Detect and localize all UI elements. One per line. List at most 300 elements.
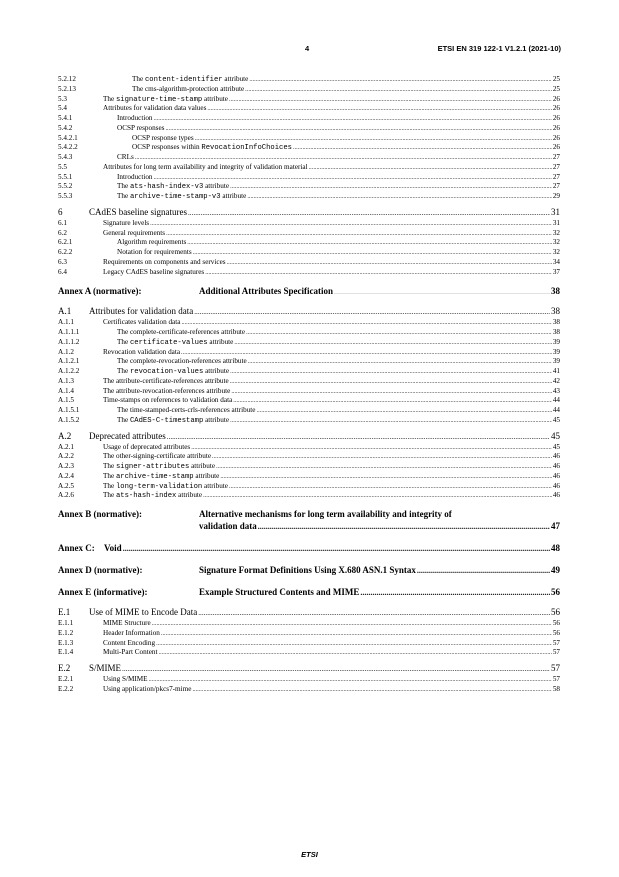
section-title: [117, 406, 256, 416]
dot-leader: [216, 462, 552, 472]
dot-leader: [198, 606, 550, 616]
page-ref: 27: [552, 182, 560, 191]
dot-leader: [187, 238, 552, 248]
title-suffix: attribute: [193, 471, 220, 480]
toc-entry: [58, 153, 560, 163]
page-ref: 58: [552, 684, 560, 693]
toc-entry: [58, 258, 560, 268]
toc-entry: [58, 462, 560, 472]
title-text: Time-stamps on references to validation data: [103, 396, 233, 405]
title-text: MIME Structure: [103, 619, 151, 627]
title-text: Header Information: [103, 628, 160, 637]
section-number: 6: [58, 206, 63, 217]
toc-entry: [58, 95, 560, 105]
page-ref: 47: [551, 521, 560, 531]
page-ref: 44: [552, 406, 560, 414]
dot-leader: [167, 430, 550, 440]
section-title: [117, 192, 246, 203]
section-number: E.1.4: [58, 648, 74, 657]
toc-entry: [58, 134, 560, 144]
toc-entry: [58, 639, 560, 649]
title-text: Legacy CAdES baseline signatures: [103, 267, 205, 276]
section-title: [117, 357, 247, 367]
toc-entry: [58, 238, 560, 248]
section-title: [103, 387, 230, 397]
section-number: A.1.5: [58, 396, 74, 405]
section-number: 5.4.2.1: [58, 133, 78, 142]
title-text: Multi-Part Content: [103, 648, 158, 657]
title-text: Revocation validation data: [103, 347, 181, 356]
page-ref: 48: [551, 543, 560, 553]
section-title: [103, 629, 160, 639]
code-term: archive-time-stamp: [115, 472, 194, 481]
toc-entry: [58, 114, 560, 124]
title-text: Signature levels: [103, 218, 150, 227]
dot-leader: [192, 685, 551, 695]
page-ref: 25: [552, 75, 560, 83]
section-title: [117, 124, 164, 134]
toc-entry: [58, 229, 560, 239]
section-title: [89, 606, 197, 619]
annex-title-line1: Alternative mechanisms for long term availability and integrity of: [199, 509, 452, 519]
title-text: The: [103, 471, 116, 480]
code-term: CAdES-C-timestamp: [129, 416, 204, 425]
dot-leader: [150, 219, 552, 229]
title-text: Using S/MIME: [103, 675, 148, 683]
toc-annex-entry: [58, 284, 560, 299]
page-ref: 46: [552, 462, 560, 470]
annex-label: Annex E (informative):: [58, 587, 148, 597]
dot-leader: [220, 472, 551, 482]
page-ref: 56: [551, 587, 560, 597]
dot-leader: [360, 585, 550, 595]
title-text: Notation for requirements: [117, 248, 192, 256]
page-ref: 26: [552, 114, 560, 122]
dot-leader: [166, 229, 552, 239]
dot-leader: [227, 258, 552, 268]
page-ref: 34: [552, 257, 560, 266]
title-text: Certificates validation data: [103, 318, 181, 327]
page-ref: 38: [552, 318, 560, 327]
section-number: A.2.2: [58, 452, 74, 461]
toc-entry: [58, 206, 560, 219]
page-ref: 42: [552, 376, 560, 385]
section-number: 5.5.1: [58, 172, 73, 181]
section-title: [103, 318, 180, 328]
page-ref: 56: [552, 628, 560, 637]
title-suffix: attribute: [202, 481, 228, 490]
dot-leader: [195, 134, 552, 144]
toc-entry: [58, 685, 560, 695]
annex-title: Additional Attributes Specification: [199, 286, 334, 297]
toc-annex-entry: [58, 508, 560, 534]
title-text: OCSP responses within: [132, 143, 202, 152]
title-text: The: [117, 182, 130, 191]
toc-entry: [58, 192, 560, 202]
toc-annex-entry: [58, 585, 560, 600]
title-suffix: attribute: [207, 337, 234, 346]
dot-leader: [165, 124, 551, 134]
toc-annex-entry: [58, 563, 560, 578]
section-number: 6.3: [58, 257, 67, 266]
dot-leader: [181, 318, 551, 328]
section-number: A.1.5.1: [58, 406, 80, 414]
section-number: A.1.2: [58, 347, 74, 356]
toc-entry: [58, 173, 560, 183]
dot-leader: [247, 192, 552, 202]
annex-label: Annex C:: [58, 543, 95, 553]
page-ref: 45: [552, 442, 560, 451]
toc-entry: [58, 606, 560, 619]
section-number: 5.5: [58, 162, 67, 171]
section-number: 5.4: [58, 104, 67, 113]
section-number: E.2: [58, 663, 71, 673]
dot-leader: [193, 248, 552, 258]
dot-leader: [154, 114, 552, 124]
section-title: [117, 328, 245, 338]
dot-leader: [122, 662, 550, 672]
annex-label: Annex D (normative):: [58, 565, 143, 575]
section-title: [89, 430, 166, 443]
page-ref: 45: [551, 430, 560, 441]
dot-leader: [249, 75, 551, 85]
title-suffix: attribute: [189, 462, 216, 470]
page-number: 4: [305, 44, 310, 53]
dot-leader: [417, 563, 550, 573]
annex-label: Annex B (normative):: [58, 509, 142, 519]
toc-entry: [58, 387, 560, 397]
title-text: The cms-algorithm-protection attribute: [132, 84, 245, 93]
toc-entry: [58, 491, 560, 501]
title-text: CAdES baseline signatures: [89, 206, 187, 217]
section-number: A.2.1: [58, 442, 74, 451]
section-number: 5.4.3: [58, 153, 73, 161]
section-number: A.1.1.2: [58, 337, 80, 346]
dot-leader: [123, 541, 550, 551]
annex-title-line2: [199, 520, 560, 532]
title-suffix: attribute: [203, 415, 230, 424]
title-text: The: [103, 481, 116, 490]
dot-leader: [230, 182, 552, 192]
code-term: revocation-values: [129, 368, 204, 376]
section-title: [117, 173, 153, 183]
section-number: 6.1: [58, 218, 67, 227]
section-number: A.2.6: [58, 491, 74, 500]
section-title: [132, 134, 194, 144]
section-number: A.2.5: [58, 481, 74, 490]
section-number: E.1.3: [58, 638, 74, 647]
section-title: [103, 348, 180, 358]
section-number: A.1.4: [58, 386, 74, 395]
dot-leader: [293, 143, 552, 153]
page-ref: 26: [552, 94, 560, 103]
section-title: [89, 206, 187, 219]
document-identifier: ETSI EN 319 122-1 V1.2.1 (2021-10): [437, 44, 561, 53]
code-term: signer-attributes: [115, 463, 190, 471]
page-ref: 46: [552, 481, 560, 490]
footer-etsi: ETSI: [301, 850, 318, 859]
section-title: [103, 639, 155, 649]
page-ref: 56: [551, 607, 560, 617]
title-text: Usage of deprecated attributes: [103, 442, 191, 451]
page-ref: 38: [551, 286, 560, 297]
page-ref: 43: [552, 386, 560, 395]
dot-leader: [258, 520, 550, 532]
toc-entry: [58, 416, 560, 426]
title-text: OCSP response types: [132, 133, 194, 142]
title-text: Attributes for validation data values: [103, 104, 207, 113]
toc-entry: [58, 75, 560, 85]
dot-leader: [191, 443, 552, 453]
section-title: [103, 452, 211, 462]
title-text: Deprecated attributes: [89, 430, 166, 441]
section-title: [103, 443, 190, 453]
annex-title: Example Structured Contents and MIME: [199, 587, 360, 597]
toc-entry: [58, 328, 560, 338]
toc-entry: [58, 648, 560, 658]
page-ref: 46: [552, 491, 560, 500]
code-term: ats-hash-index: [115, 492, 177, 501]
page-ref: 57: [552, 648, 560, 657]
code-term: ats-hash-index-v3: [129, 183, 204, 192]
page-ref: 57: [552, 675, 560, 683]
page-ref: 41: [552, 367, 560, 375]
toc-entry: [58, 472, 560, 482]
dot-leader: [230, 416, 552, 426]
dot-leader: [205, 268, 552, 278]
toc-entry: [58, 377, 560, 387]
page-ref: 45: [552, 415, 560, 424]
toc-entry: [58, 268, 560, 278]
section-number: 5.5.2: [58, 182, 73, 191]
title-text: The complete-revocation-references attribute: [117, 357, 247, 366]
page-ref: 46: [552, 452, 560, 461]
title-suffix: attribute: [222, 75, 249, 83]
section-number: E.1.1: [58, 619, 74, 627]
page-ref: 39: [552, 357, 560, 366]
toc-entry: [58, 318, 560, 328]
section-title: [103, 258, 226, 268]
dot-leader: [156, 639, 552, 649]
section-number: 5.4.1: [58, 114, 73, 122]
section-title: [103, 229, 165, 239]
annex-title: Void: [104, 543, 122, 553]
dot-leader: [234, 338, 551, 348]
dot-leader: [230, 377, 552, 387]
title-suffix: attribute: [203, 367, 230, 375]
title-text: The: [117, 192, 130, 200]
toc-entry: [58, 396, 560, 406]
section-number: A.1.2.2: [58, 367, 80, 375]
dot-leader: [194, 305, 550, 315]
dot-leader: [230, 367, 552, 377]
title-suffix: attribute: [202, 94, 228, 103]
section-title: [117, 114, 153, 124]
page-ref: 38: [551, 306, 560, 317]
toc-entry: [58, 662, 560, 675]
section-number: A.2.4: [58, 471, 74, 480]
section-number: A.1.2.1: [58, 357, 80, 366]
toc-entry: [58, 406, 560, 416]
dot-leader: [207, 104, 551, 114]
section-number: 6.2.2: [58, 248, 73, 256]
dot-leader: [152, 619, 552, 629]
toc-entry: [58, 338, 560, 348]
section-title: [117, 416, 229, 427]
toc-entry: [58, 124, 560, 134]
code-term: long-term-validation: [115, 482, 203, 491]
title-text: Attributes for long term availability and integrity of validation material: [103, 162, 308, 171]
title-text: The: [103, 491, 116, 500]
page-ref: 44: [552, 396, 560, 405]
toc-entry: [58, 452, 560, 462]
title-suffix: attribute: [203, 182, 230, 191]
toc-entry: [58, 430, 560, 443]
section-title: [103, 648, 158, 658]
page-ref: 27: [552, 162, 560, 171]
title-text: The: [117, 415, 130, 424]
section-number: A.1: [58, 306, 72, 317]
dot-leader: [203, 491, 552, 501]
section-number: A.1.3: [58, 376, 74, 385]
dot-leader: [212, 452, 552, 462]
section-title: [103, 491, 202, 502]
dot-leader: [257, 406, 552, 416]
toc-entry: [58, 357, 560, 367]
section-number: 5.5.3: [58, 192, 73, 200]
section-title: [103, 219, 149, 229]
toc-entry: [58, 248, 560, 258]
page-ref: 39: [552, 337, 560, 346]
section-number: 5.3: [58, 94, 67, 103]
section-title: [103, 619, 151, 629]
annex-label: Annex A (normative):: [58, 286, 142, 297]
toc-entry: [58, 348, 560, 358]
section-number: 6.2.1: [58, 238, 73, 247]
dot-leader: [149, 675, 552, 685]
page-ref: 26: [552, 133, 560, 142]
title-text: The: [132, 75, 145, 83]
page-ref: 31: [552, 218, 560, 227]
annex-title: Signature Format Definitions Using X.680 ASN.1 Syntax: [199, 565, 416, 575]
title-suffix: attribute: [176, 491, 203, 500]
dot-leader: [334, 285, 550, 295]
title-text: The attribute-revocation-references attribute: [103, 386, 231, 395]
toc-entry: [58, 163, 560, 173]
dot-leader: [154, 173, 552, 183]
page-ref: 39: [552, 347, 560, 356]
annex-title-text: validation data: [199, 521, 257, 531]
section-title: [117, 238, 186, 248]
title-text: The other-signing-certificate attribute: [103, 452, 212, 461]
toc-entry: [58, 675, 560, 685]
page-ref: 38: [552, 328, 560, 336]
dot-leader: [181, 348, 552, 358]
section-number: E.1.2: [58, 628, 74, 637]
section-number: E.2.2: [58, 684, 74, 693]
section-number: 5.4.2.2: [58, 143, 78, 152]
page-ref: 26: [552, 104, 560, 113]
toc-entry: [58, 367, 560, 377]
page-ref: 31: [551, 206, 560, 217]
title-text: Attributes for validation data: [89, 306, 194, 317]
section-number: 6.4: [58, 267, 67, 276]
title-text: Introduction: [117, 172, 153, 181]
dot-leader: [248, 357, 552, 367]
section-number: 5.2.13: [58, 84, 76, 93]
section-number: 5.4.2: [58, 123, 73, 132]
dot-leader: [309, 163, 552, 173]
dot-leader: [246, 328, 552, 338]
section-title: [103, 268, 204, 278]
toc-entry: [58, 629, 560, 639]
dot-leader: [188, 206, 550, 216]
code-term: archive-time-stamp-v3: [129, 193, 221, 201]
title-text: Algorithm requirements: [117, 238, 187, 247]
dot-leader: [245, 85, 552, 95]
dot-leader: [231, 387, 552, 397]
toc-entry: [58, 85, 560, 95]
toc-entry: [58, 219, 560, 229]
section-title: [89, 662, 121, 675]
toc-entry: [58, 443, 560, 453]
title-text: The: [117, 337, 130, 346]
title-text: Content Encoding: [103, 638, 156, 647]
dot-leader: [229, 482, 552, 492]
page-ref: 27: [552, 172, 560, 181]
title-text: CRLs: [117, 153, 134, 161]
page-ref: 26: [552, 123, 560, 132]
dot-leader: [233, 396, 552, 406]
title-text: The time-stamped-certs-crls-references attribute: [117, 406, 256, 414]
page-ref: 49: [551, 565, 560, 575]
section-title: [117, 248, 192, 258]
dot-leader: [159, 648, 552, 658]
toc-entry: [58, 305, 560, 318]
toc-entry: [58, 143, 560, 153]
section-number: A.2.3: [58, 462, 74, 470]
section-number: 6.2: [58, 228, 67, 237]
toc-entry: [58, 104, 560, 114]
page-ref: 25: [552, 84, 560, 93]
title-text: Requirements on components and services: [103, 257, 226, 266]
section-title: [132, 85, 244, 95]
page-ref: 32: [552, 238, 560, 247]
section-title: [103, 396, 232, 406]
section-number: E.2.1: [58, 675, 74, 683]
page-ref: 46: [552, 471, 560, 480]
section-number: A.1.1.1: [58, 328, 80, 336]
section-title: [103, 675, 148, 685]
toc-annex-entry: [58, 541, 560, 556]
section-title: [103, 163, 308, 173]
code-term: signature-time-stamp: [115, 95, 203, 104]
title-text: S/MIME: [89, 663, 122, 673]
title-text: The complete-certificate-references attribute: [117, 328, 246, 336]
dot-leader: [229, 95, 552, 105]
dot-leader: [135, 153, 552, 163]
title-text: The: [117, 367, 130, 375]
section-number: 5.2.12: [58, 75, 76, 83]
title-text: OCSP responses: [117, 123, 165, 132]
title-text: Use of MIME to Encode Data: [89, 607, 198, 617]
section-number: A.1.5.2: [58, 415, 80, 424]
toc-entry: [58, 182, 560, 192]
section-title: [103, 685, 191, 695]
code-term: content-identifier: [144, 76, 223, 84]
section-number: A.2: [58, 430, 72, 441]
section-number: A.1.1: [58, 318, 74, 327]
